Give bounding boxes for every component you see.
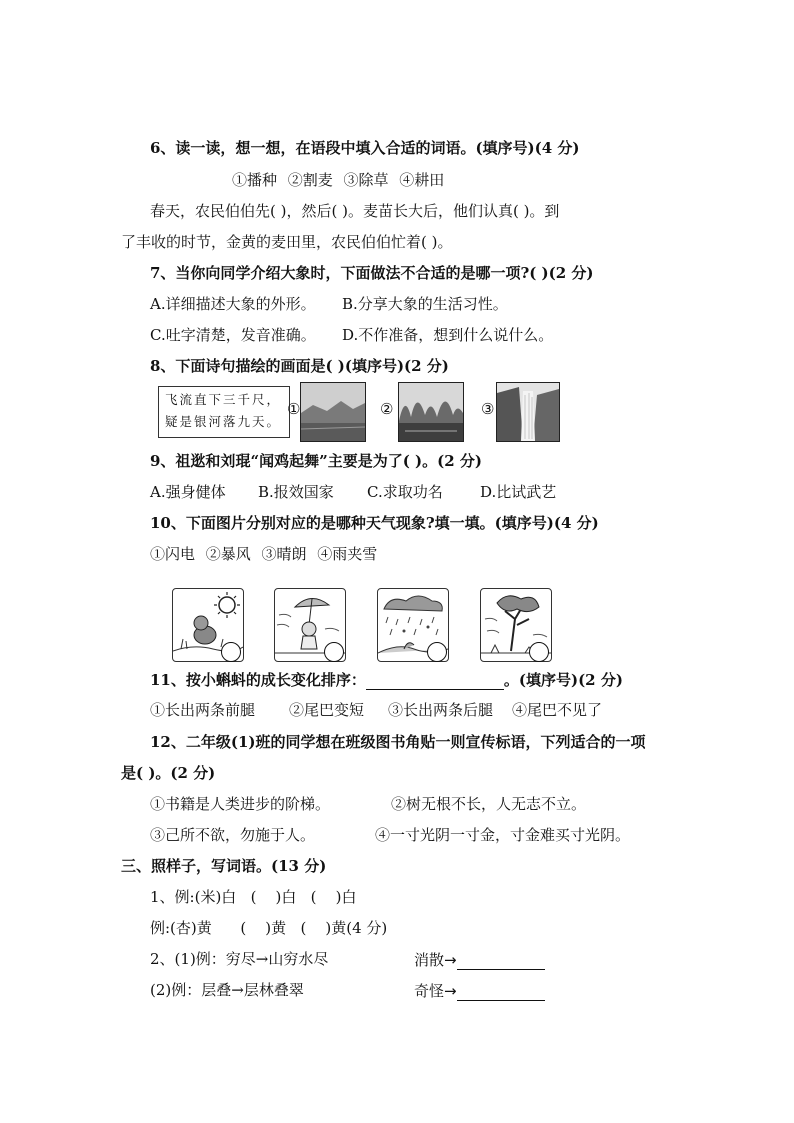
answer-circle-2[interactable] — [324, 642, 344, 662]
q8-picture-2 — [398, 382, 464, 442]
river-landscape-image — [301, 383, 365, 441]
q12-option-3: ③己所不欲，勿施于人。 — [150, 826, 316, 844]
q9-title: 9、祖逖和刘琨“闻鸡起舞”主要是为了( )。(2 分) — [150, 452, 482, 470]
q6-options: ①播种 ②割麦 ③除草 ④耕田 — [232, 171, 445, 189]
q9-option-b: B.报效国家 — [258, 483, 334, 501]
poem-line-2: 疑是银河落九天。 — [165, 414, 282, 429]
q6-paragraph-line2: 了丰收的时节，金黄的麦田里，农民伯伯忙着( )。 — [121, 233, 453, 251]
q11-title-end: 。(填序号)(2 分) — [503, 671, 623, 689]
q9-option-c: C.求取功名 — [367, 483, 443, 501]
q11-title — [150, 669, 623, 690]
q6-title: 6、读一读，想一想，在语段中填入合适的词语。(填序号)(4 分) — [150, 139, 580, 157]
q9-option-d: D.比试武艺 — [480, 483, 557, 501]
q11-answer-blank[interactable] — [366, 669, 504, 690]
section3-row4-prompt: 奇怪→ — [414, 982, 457, 1000]
q12-option-4: ④一寸光阴一寸金，寸金难买寸光阴。 — [375, 826, 631, 844]
section3-row4-blank[interactable] — [457, 980, 545, 1001]
q8-picture-1 — [300, 382, 366, 442]
waterfall-image — [497, 383, 559, 441]
poem-line-1: 飞流直下三千尺， — [165, 392, 282, 407]
section3-title: 三、照样子，写词语。(13 分) — [121, 857, 327, 875]
q10-options: ①闪电 ②暴风 ③晴朗 ④雨夹雪 — [150, 545, 378, 563]
q7-title: 7、当你向同学介绍大象时，下面做法不合适的是哪一项?( )(2 分) — [150, 264, 594, 282]
q11-title-start: 11、按小蝌蚪的成长变化排序： — [150, 671, 366, 689]
section3-row3-task — [414, 949, 545, 970]
q8-picture-3 — [496, 382, 560, 442]
section3-row4-task — [414, 980, 545, 1001]
q8-number-3: ③ — [481, 400, 495, 418]
q8-number-1: ① — [287, 400, 301, 418]
q7-option-a: A.详细描述大象的外形。 — [150, 295, 316, 313]
q12-option-1: ①书籍是人类进步的阶梯。 — [150, 795, 331, 813]
q12-title-line1: 12、二年级(1)班的同学想在班级图书角贴一则宣传标语，下列适合的一项 — [150, 733, 646, 751]
section3-row3-blank[interactable] — [457, 949, 545, 970]
q9-option-a: A.强身健体 — [150, 483, 226, 501]
section3-row3-example: 2、(1)例：穷尽→山穷水尽 — [150, 950, 329, 968]
q12-option-2: ②树无根不长，人无志不立。 — [391, 795, 587, 813]
q10-title: 10、下面图片分别对应的是哪种天气现象?填一填。(填序号)(4 分) — [150, 514, 599, 532]
q11-option-1: ①长出两条前腿 — [150, 701, 256, 719]
q12-title-line2: 是( )。(2 分) — [121, 764, 216, 782]
poem-box — [158, 386, 290, 438]
q7-option-b: B.分享大象的生活习性。 — [342, 295, 508, 313]
section3-row1: 1、例:(米)白 ( )白 ( )白 — [150, 888, 357, 906]
section3-row2: 例:(杏)黄 ( )黄 ( )黄(4 分) — [150, 919, 388, 937]
answer-circle-4[interactable] — [529, 642, 549, 662]
q11-option-4: ④尾巴不见了 — [512, 701, 603, 719]
q6-paragraph-line1: 春天，农民伯伯先( )，然后( )。麦苗长大后，他们认真( )。到 — [150, 202, 560, 220]
q11-option-2: ②尾巴变短 — [289, 701, 365, 719]
answer-circle-3[interactable] — [427, 642, 447, 662]
q8-number-2: ② — [380, 400, 394, 418]
section3-row4-example: (2)例：层叠→层林叠翠 — [150, 981, 304, 999]
q11-option-3: ③长出两条后腿 — [388, 701, 494, 719]
karst-mountains-image — [399, 383, 463, 441]
q8-title: 8、下面诗句描绘的画面是( )(填序号)(2 分) — [150, 357, 449, 375]
section3-row3-prompt: 消散→ — [414, 951, 457, 969]
q7-option-c: C.吐字清楚，发音准确。 — [150, 326, 316, 344]
q7-option-d: D.不作准备，想到什么说什么。 — [342, 326, 554, 344]
answer-circle-1[interactable] — [221, 642, 241, 662]
